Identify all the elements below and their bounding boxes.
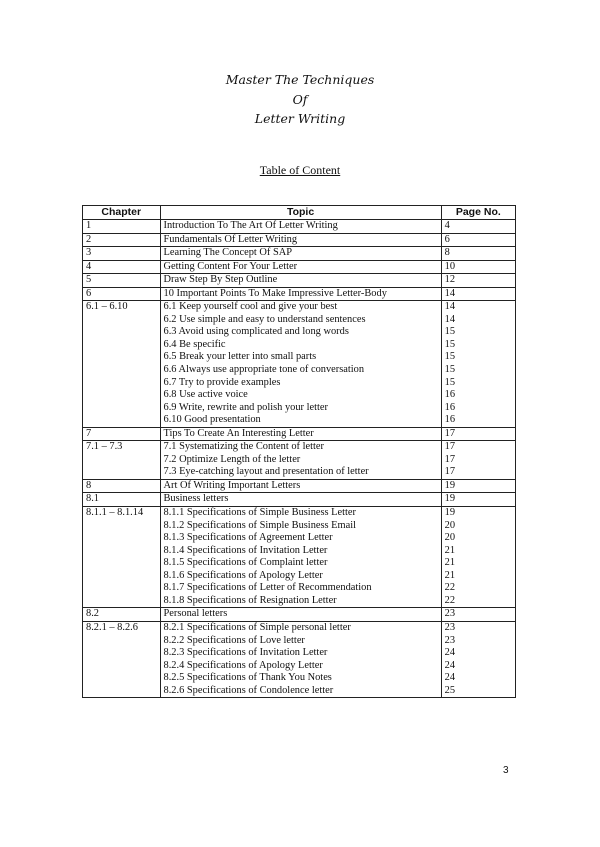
row-page: 19 (441, 493, 515, 507)
row-page: 21 (441, 557, 515, 570)
row-page: 17 (441, 466, 515, 479)
row-page: 16 (441, 402, 515, 415)
row-topic: 8.2.6 Specifications of Condolence letter (160, 685, 441, 698)
row-topic: 8.1.3 Specifications of Agreement Letter (160, 532, 441, 545)
row-chapter (83, 635, 161, 648)
row-chapter: 5 (83, 274, 161, 288)
row-chapter (83, 557, 161, 570)
row-page: 8 (441, 247, 515, 261)
table-row (83, 441, 516, 454)
row-chapter (83, 339, 161, 352)
row-topic: 8.1.6 Specifications of Apology Letter (160, 570, 441, 583)
toc-body (83, 220, 516, 698)
row-chapter (83, 466, 161, 479)
document-title (0, 70, 600, 129)
row-page: 24 (441, 647, 515, 660)
header-page: Page No. (441, 206, 515, 220)
page-number: 3 (503, 765, 509, 776)
row-topic: Personal letters (160, 608, 441, 622)
title-line-1: Master The Techniques (225, 72, 375, 87)
row-chapter (83, 326, 161, 339)
row-page: 15 (441, 377, 515, 390)
table-row (83, 493, 516, 507)
row-chapter (83, 570, 161, 583)
row-chapter: 8 (83, 479, 161, 493)
row-chapter (83, 314, 161, 327)
table-row (83, 635, 516, 648)
table-row (83, 274, 516, 288)
row-topic: Draw Step By Step Outline (160, 274, 441, 288)
row-page: 16 (441, 389, 515, 402)
row-page: 24 (441, 672, 515, 685)
row-chapter: 6.1 – 6.10 (83, 301, 161, 314)
row-page: 17 (441, 441, 515, 454)
table-row (83, 427, 516, 441)
row-chapter: 6 (83, 287, 161, 301)
row-page: 17 (441, 427, 515, 441)
row-topic: 8.2.1 Specifications of Simple personal letter (160, 621, 441, 634)
table-row (83, 351, 516, 364)
row-topic: 8.1.7 Specifications of Letter of Recommendation (160, 582, 441, 595)
table-row (83, 557, 516, 570)
row-topic: Introduction To The Art Of Letter Writing (160, 220, 441, 234)
table-row (83, 660, 516, 673)
row-page: 15 (441, 364, 515, 377)
row-chapter: 2 (83, 233, 161, 247)
row-page: 22 (441, 595, 515, 608)
table-row (83, 532, 516, 545)
row-chapter (83, 672, 161, 685)
row-chapter: 8.2.1 – 8.2.6 (83, 621, 161, 634)
table-row (83, 377, 516, 390)
row-topic: 8.2.2 Specifications of Love letter (160, 635, 441, 648)
table-row (83, 301, 516, 314)
row-topic: 6.7 Try to provide examples (160, 377, 441, 390)
row-chapter (83, 595, 161, 608)
table-row (83, 621, 516, 634)
row-page: 23 (441, 608, 515, 622)
row-topic: 6.10 Good presentation (160, 414, 441, 427)
table-row (83, 233, 516, 247)
row-chapter: 8.1.1 – 8.1.14 (83, 507, 161, 520)
row-topic: 8.2.4 Specifications of Apology Letter (160, 660, 441, 673)
row-page: 15 (441, 339, 515, 352)
row-chapter (83, 647, 161, 660)
row-page: 4 (441, 220, 515, 234)
row-topic: Art Of Writing Important Letters (160, 479, 441, 493)
row-topic: 7.2 Optimize Length of the letter (160, 454, 441, 467)
title-line-3: Letter Writing (254, 111, 346, 126)
row-page: 6 (441, 233, 515, 247)
table-row (83, 507, 516, 520)
table-row (83, 364, 516, 377)
row-topic: 6.2 Use simple and easy to understand sentences (160, 314, 441, 327)
toc-heading: Table of Content (259, 163, 341, 177)
title-line-2: Of (292, 91, 308, 107)
row-topic: 8.1.5 Specifications of Complaint letter (160, 557, 441, 570)
row-chapter: 4 (83, 260, 161, 274)
row-chapter: 1 (83, 220, 161, 234)
table-row (83, 520, 516, 533)
row-topic: 6.6 Always use appropriate tone of conversation (160, 364, 441, 377)
row-topic: Business letters (160, 493, 441, 507)
table-row (83, 672, 516, 685)
row-topic: 8.1.4 Specifications of Invitation Letter (160, 545, 441, 558)
row-topic: 8.1.2 Specifications of Simple Business Email (160, 520, 441, 533)
row-chapter (83, 364, 161, 377)
table-row (83, 582, 516, 595)
row-chapter: 3 (83, 247, 161, 261)
row-page: 15 (441, 326, 515, 339)
header-chapter: Chapter (83, 206, 161, 220)
row-chapter: 8.1 (83, 493, 161, 507)
table-row (83, 326, 516, 339)
table-row (83, 479, 516, 493)
table-row (83, 220, 516, 234)
row-page: 21 (441, 570, 515, 583)
row-chapter (83, 520, 161, 533)
row-page: 21 (441, 545, 515, 558)
row-topic: Getting Content For Your Letter (160, 260, 441, 274)
row-topic: 6.5 Break your letter into small parts (160, 351, 441, 364)
table-row (83, 608, 516, 622)
row-chapter (83, 389, 161, 402)
row-page: 24 (441, 660, 515, 673)
row-chapter (83, 414, 161, 427)
toc-table (82, 205, 516, 698)
row-page: 19 (441, 479, 515, 493)
table-row (83, 545, 516, 558)
row-page: 22 (441, 582, 515, 595)
row-page: 10 (441, 260, 515, 274)
table-row (83, 685, 516, 698)
row-chapter: 8.2 (83, 608, 161, 622)
row-topic: Fundamentals Of Letter Writing (160, 233, 441, 247)
table-row (83, 454, 516, 467)
row-topic: 7.1 Systematizing the Content of letter (160, 441, 441, 454)
row-page: 23 (441, 635, 515, 648)
row-chapter (83, 545, 161, 558)
table-row (83, 595, 516, 608)
table-row (83, 466, 516, 479)
table-row (83, 402, 516, 415)
row-page: 23 (441, 621, 515, 634)
row-page: 15 (441, 351, 515, 364)
table-row (83, 287, 516, 301)
row-chapter (83, 660, 161, 673)
row-topic: 8.2.3 Specifications of Invitation Letter (160, 647, 441, 660)
table-row (83, 570, 516, 583)
table-row (83, 389, 516, 402)
table-row (83, 247, 516, 261)
table-row (83, 339, 516, 352)
row-topic: 6.8 Use active voice (160, 389, 441, 402)
row-topic: 6.9 Write, rewrite and polish your letter (160, 402, 441, 415)
row-chapter (83, 351, 161, 364)
row-topic: Learning The Concept Of SAP (160, 247, 441, 261)
row-page: 14 (441, 314, 515, 327)
row-page: 12 (441, 274, 515, 288)
table-row (83, 414, 516, 427)
row-page: 20 (441, 520, 515, 533)
row-topic: 6.3 Avoid using complicated and long words (160, 326, 441, 339)
row-chapter (83, 377, 161, 390)
row-page: 20 (441, 532, 515, 545)
row-chapter (83, 532, 161, 545)
row-page: 19 (441, 507, 515, 520)
table-row (83, 647, 516, 660)
row-chapter: 7.1 – 7.3 (83, 441, 161, 454)
row-page: 17 (441, 454, 515, 467)
header-topic: Topic (160, 206, 441, 220)
row-topic: 7.3 Eye-catching layout and presentation of letter (160, 466, 441, 479)
row-chapter: 7 (83, 427, 161, 441)
row-page: 25 (441, 685, 515, 698)
row-topic: 8.2.5 Specifications of Thank You Notes (160, 672, 441, 685)
toc-header-row (83, 206, 516, 220)
row-topic: 8.1.8 Specifications of Resignation Letter (160, 595, 441, 608)
row-chapter (83, 685, 161, 698)
row-topic: 6.4 Be specific (160, 339, 441, 352)
row-chapter (83, 582, 161, 595)
table-row (83, 260, 516, 274)
row-topic: Tips To Create An Interesting Letter (160, 427, 441, 441)
row-page: 14 (441, 301, 515, 314)
row-page: 14 (441, 287, 515, 301)
row-topic: 6.1 Keep yourself cool and give your best (160, 301, 441, 314)
row-chapter (83, 454, 161, 467)
table-row (83, 314, 516, 327)
row-topic: 10 Important Points To Make Impressive Letter-Body (160, 287, 441, 301)
row-topic: 8.1.1 Specifications of Simple Business Letter (160, 507, 441, 520)
row-page: 16 (441, 414, 515, 427)
row-chapter (83, 402, 161, 415)
